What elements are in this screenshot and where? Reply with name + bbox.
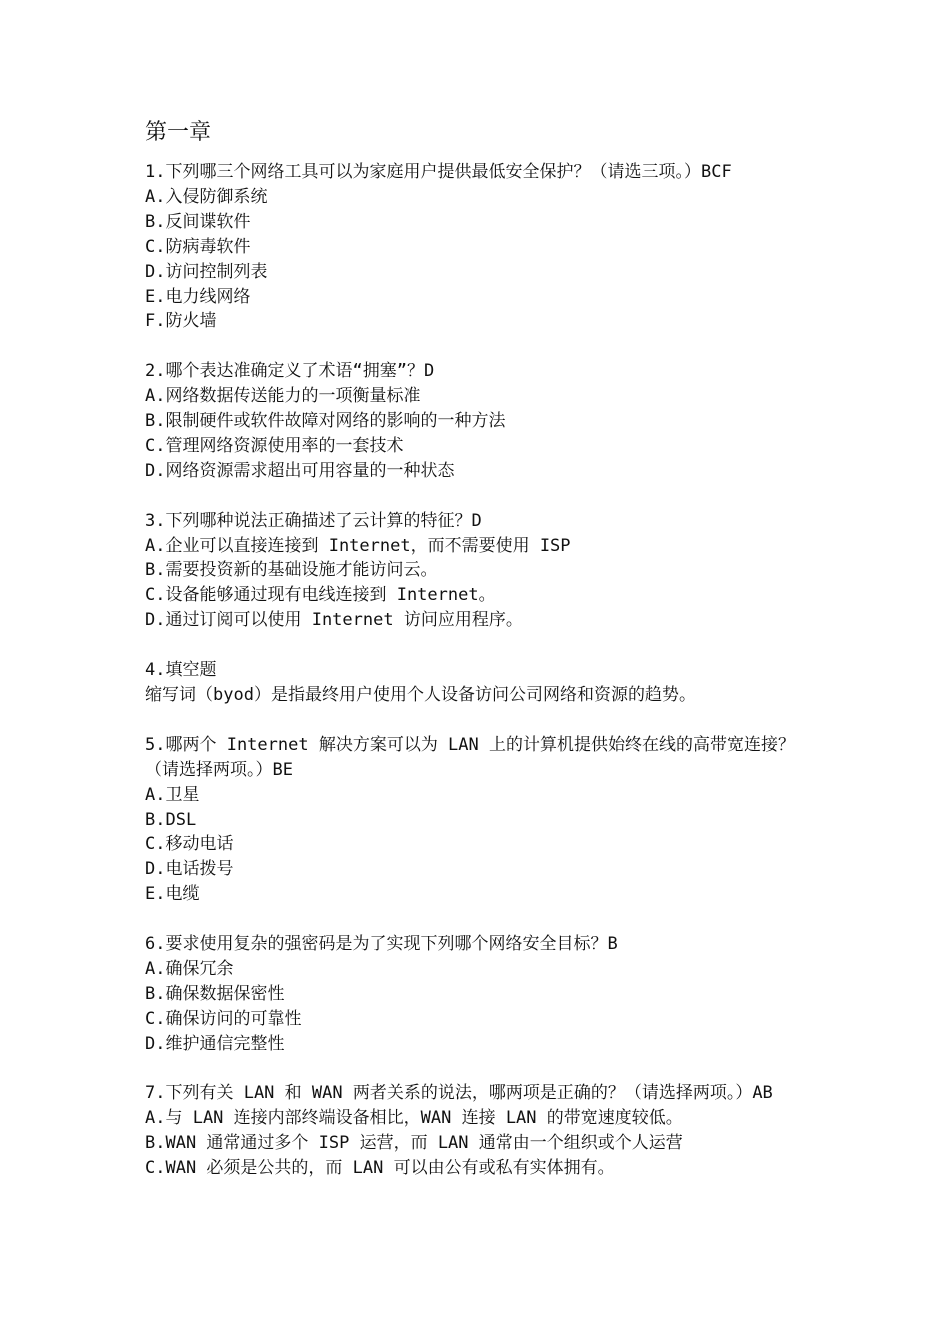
answer-option: C.确保访问的可靠性 [145, 1008, 302, 1029]
question-stem: 1.下列哪三个网络工具可以为家庭用户提供最低安全保护？（请选三项。）BCF [145, 162, 732, 182]
answer-option: B.限制硬件或软件故障对网络的影响的一种方法 [145, 411, 506, 432]
answer-option: A.卫星 [145, 784, 200, 805]
answer-option: E.电力线网络 [145, 286, 251, 307]
answer-option: C.移动电话 [145, 834, 234, 855]
answer-option: A.企业可以直接连接到 Internet，而不需要使用 ISP [145, 535, 571, 556]
question-stem: 5.哪两个 Internet 解决方案可以为 LAN 上的计算机提供始终在线的高带宽连接？（请选择两项。）BE [145, 734, 795, 780]
question-stem: 6.要求使用复杂的强密码是为了实现下列哪个网络安全目标？B [145, 934, 618, 955]
answer-option: B.反间谍软件 [145, 211, 251, 232]
answer-option: B.DSL [145, 809, 197, 830]
answer-option: D.电话拨号 [145, 859, 234, 880]
answer-option: D.网络资源需求超出可用容量的一种状态 [145, 460, 455, 481]
answer-option: C.设备能够通过现有电线连接到 Internet。 [145, 585, 496, 606]
answer-option: B.确保数据保密性 [145, 983, 285, 1004]
question-block [145, 1081, 815, 1181]
question-block [145, 658, 815, 708]
answer-option: 缩写词（byod）是指最终用户使用个人设备访问公司网络和资源的趋势。 [145, 684, 696, 705]
answer-option: C.管理网络资源使用率的一套技术 [145, 435, 404, 456]
answer-option: A.网络数据传送能力的一项衡量标准 [145, 386, 421, 407]
chapter-title: 第一章 [145, 120, 212, 145]
answer-option: C.防病毒软件 [145, 236, 251, 257]
answer-option: F.防火墙 [145, 311, 217, 332]
question-stem: 2.哪个表达准确定义了术语“拥塞”？D [145, 361, 435, 382]
answer-option: A.确保冗余 [145, 958, 234, 979]
answer-option: D.访问控制列表 [145, 261, 268, 282]
question-block [145, 160, 815, 334]
question-block [145, 932, 815, 1057]
answer-option: D.维护通信完整性 [145, 1033, 285, 1054]
answer-option: A.入侵防御系统 [145, 186, 268, 207]
answer-option: B.WAN 通常通过多个 ISP 运营，而 LAN 通常由一个组织或个人运营 [145, 1133, 683, 1154]
question-block [145, 359, 815, 484]
answer-option: B.需要投资新的基础设施才能访问云。 [145, 560, 438, 581]
answer-option: C.WAN 必须是公共的，而 LAN 可以由公有或私有实体拥有。 [145, 1158, 615, 1179]
question-stem: 3.下列哪种说法正确描述了云计算的特征？D [145, 510, 482, 531]
answer-option: D.通过订阅可以使用 Internet 访问应用程序。 [145, 610, 523, 631]
question-stem: 7.下列有关 LAN 和 WAN 两者关系的说法，哪两项是正确的？（请选择两项。）AB [145, 1083, 773, 1104]
question-list [145, 160, 815, 1181]
document-content [145, 118, 815, 1206]
question-block [145, 509, 815, 634]
answer-option: E.电缆 [145, 884, 200, 905]
question-stem: 4.填空题 [145, 660, 217, 681]
question-block [145, 733, 815, 907]
answer-option: A.与 LAN 连接内部终端设备相比，WAN 连接 LAN 的带宽速度较低。 [145, 1108, 683, 1129]
